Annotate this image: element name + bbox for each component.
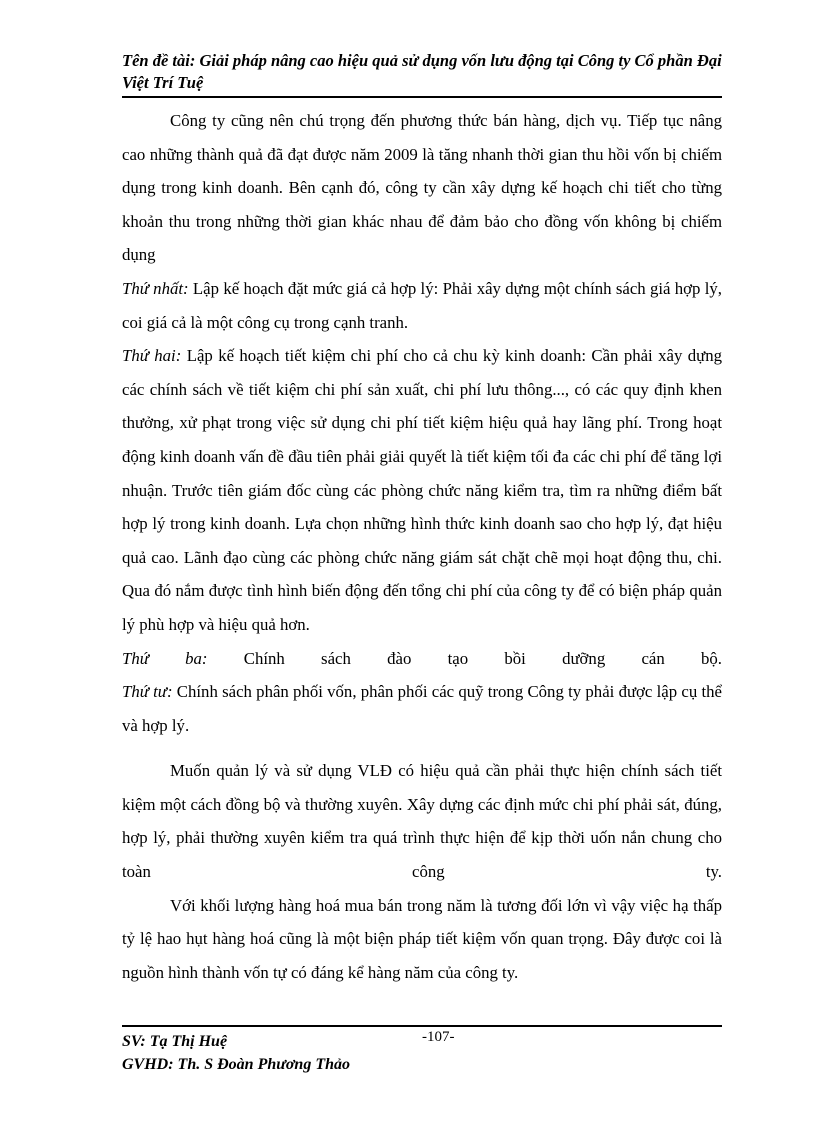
item-lead-third: Thứ ba: <box>122 648 208 668</box>
item-text-second: Lập kế hoạch tiết kiệm chi phí cho cả chu kỳ kinh doanh: Cần phải xây dựng các chính sách về tiết kiệm chi phí sản xuất, chi phí lưu thông..., có các quy định khen thưởng, xử phạt trong việc sử dụng chi phí tiết kiệm hiệu quả hay lãng phí. Trong hoạt động kinh doanh vấn đề đầu tiên phải giải quyết là tiết kiệm tối đa các chi phí để tăng lợi nhuận. Trước tiên giám đốc cùng các phòng chức năng kiểm tra, tìm ra những điểm bất hợp lý trong kinh doanh. Lựa chọn những hình thức kinh doanh sao cho hợp lý, đạt hiệu quả cao. Lãnh đạo cùng các phòng chức năng giám sát chặt chẽ mọi hoạt động thu, chi. Qua đó nắm được tình hình biến động đến tổng chi phí của công ty để có biện pháp quản lý phù hợp và hiệu quả hơn. <box>122 346 722 634</box>
item-text-fourth: Chính sách phân phối vốn, phân phối các quỹ trong Công ty phải được lập cụ thể và hợp lý. <box>122 682 722 735</box>
header-divider <box>122 96 722 98</box>
document-header-title: Tên đề tài: Giải pháp nâng cao hiệu quả sử dụng vốn lưu động tại Công ty Cổ phần Đại Việt Trí Tuệ <box>122 51 722 92</box>
paragraph-loss-reduction: Với khối lượng hàng hoá mua bán trong năm là tương đối lớn vì vậy việc hạ thấp tỷ lệ hao hụt hàng hoá cũng là một biện pháp tiết kiệm vốn quan trọng. Đây được coi là nguồn hình thành vốn tự có đáng kể hàng năm của công ty. <box>122 895 722 982</box>
item-lead-fourth: Thứ tư: <box>122 682 173 702</box>
footer-advisor: GVHD: Th. S Đoàn Phương Thảo <box>122 1056 350 1073</box>
item-text-third: Chính sách đào tạo bồi dưỡng cán bộ. <box>207 648 722 668</box>
paragraph-vld-management: Muốn quản lý và sử dụng VLĐ có hiệu quả cần phải thực hiện chính sách tiết kiệm một cách đồng bộ và thường xuyên. Xây dựng các định mức chi phí phải sát, đúng, hợp lý, phải thường xuyên kiểm tra quá trình thực hiện để kịp thời uốn nắn chung cho toàn công ty. <box>122 761 722 882</box>
paragraph-sales-methods: Công ty cũng nên chú trọng đến phương thức bán hàng, dịch vụ. Tiếp tục nâng cao những thành quả đã đạt được năm 2009 là tăng nhanh thời gian thu hồi vốn bị chiếm dụng trong kinh doanh. Bên cạnh đó, công ty cần xây dựng kế hoạch chi tiết cho từng khoản thu trong những thời gian khác nhau để đảm bảo cho đồng vốn không bị chiếm dụng <box>122 111 722 265</box>
page-number: -107- <box>422 1029 455 1045</box>
list-item-first <box>122 272 722 339</box>
item-lead-second: Thứ hai: <box>122 346 182 366</box>
list-item-third <box>122 642 722 676</box>
item-lead-first: Thứ nhất: <box>122 278 189 298</box>
document-body <box>122 104 722 989</box>
list-item-fourth <box>122 675 722 742</box>
list-item-second <box>122 339 722 641</box>
footer-student: SV: Tạ Thị Huệ <box>122 1033 228 1050</box>
item-text-first: Lập kế hoạch đặt mức giá cả hợp lý: Phải xây dựng một chính sách giá hợp lý, coi giá cả là một công cụ trong cạnh tranh. <box>122 278 722 332</box>
